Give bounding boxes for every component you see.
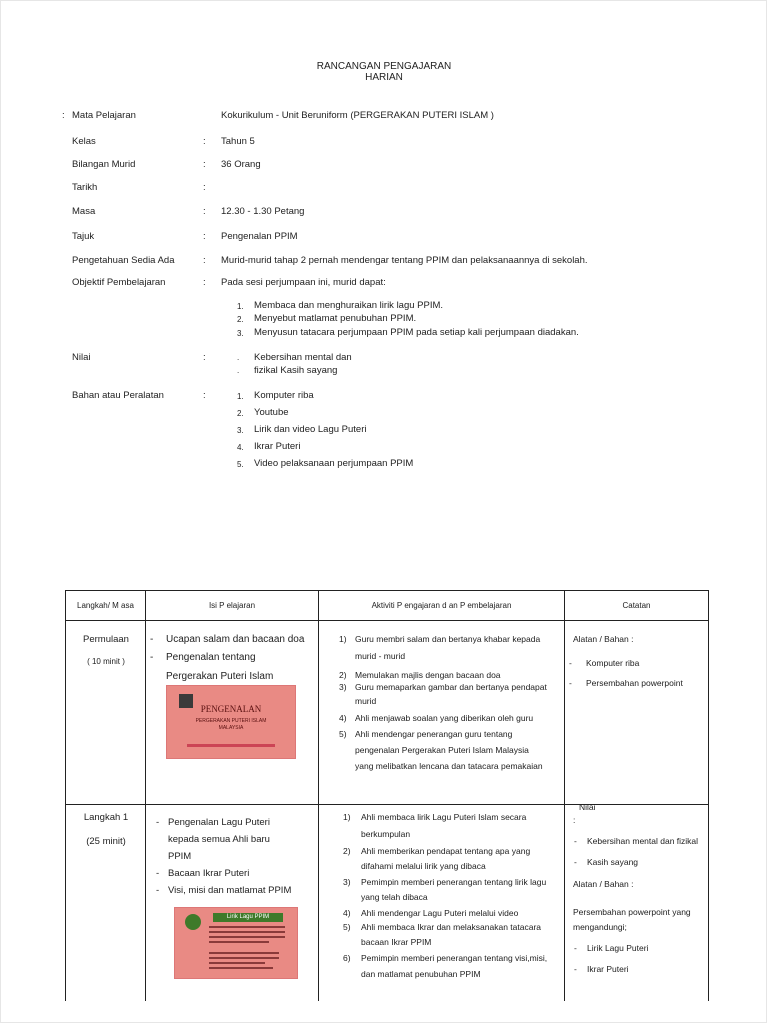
row2-content-1b: kepada semua Ahli baru <box>168 834 270 845</box>
row1-activity-3: Guru memaparkan gambar dan bertanya pendapat <box>355 682 547 692</box>
slide-title: PENGENALAN <box>200 704 262 714</box>
topic-label: Tajuk <box>72 231 95 242</box>
subject-colon: : <box>62 110 65 121</box>
objective-num-1: 1. <box>237 302 244 311</box>
doc-title-line2: HARIAN <box>365 72 403 83</box>
materials-num-4: 4. <box>237 443 244 452</box>
row2-nilai-heading: Nilai <box>579 802 596 812</box>
materials-num-3: 3. <box>237 426 244 435</box>
values-item-2: fizikal Kasih sayang <box>254 365 338 376</box>
doc-title-line1: RANCANGAN PENGAJARAN <box>316 61 452 72</box>
values-label: Nilai <box>72 352 91 363</box>
table-row: Langkah 1 (25 minit) - Pengenalan Lagu Puteri kepada semua Ahli baru PPIM - Bacaan Ikrar Puteri - Visi, misi dan matlamat PPIM Lirik Lagu PPIM 1) Ahli membaca lirik Lagu Puteri Islam secara berkumpulan 2) Ahli memberikan pendapat tentang apa yang difahami melalui lirik yang dibaca 3) Pemimpin memberi penerangan tentang lirik lagu yang telah dibaca 4) Ahli mendengar Lagu Puteri melalui video 5) Ahli membaca Ikrar dan melaksanakan tatacara bacaan Ikrar PPIM 6) Pemimpin memberi penerangan tentang visi,misi, dan matlamat penubuhan PPIM Nilai : - Kebersihan mental dan fizikal - Kasih sayang Alatan / Bahan : Persembahan powerpoint yang mengandungi; - Lirik Lagu Puteri - Ikrar Puteri <box>66 805 709 1002</box>
slide-subtitle-2: MALAYSIA <box>218 725 244 731</box>
objective-item-2: Menyebut matlamat penubuhan PPIM. <box>254 313 417 324</box>
prior-value: Murid-murid tahap 2 pernah mendengar tentang PPIM dan pelaksanaannya di sekolah. <box>221 255 588 266</box>
header-activities: Aktiviti P engajaran d an P embelajaran <box>319 591 565 621</box>
values-bullet-1: . <box>237 353 240 362</box>
objective-label: Objektif Pembelajaran <box>72 277 166 288</box>
row2-note-2: Ikrar Puteri <box>587 964 629 974</box>
topic-colon: : <box>203 231 206 242</box>
row1-time: ( 10 minit ) <box>87 657 125 666</box>
date-colon: : <box>203 182 206 193</box>
subject-label: Mata Pelajaran <box>72 110 136 121</box>
row2-notes-intro: Persembahan powerpoint yang <box>573 907 691 917</box>
materials-item-3: Lirik dan video Lagu Puteri <box>254 424 367 435</box>
row1-notes-heading: Alatan / Bahan : <box>573 634 634 644</box>
materials-item-5: Video pelaksanaan perjumpaan PPIM <box>254 458 414 469</box>
slide-image-pengenalan <box>166 685 296 759</box>
materials-num-2: 2. <box>237 409 244 418</box>
objective-colon: : <box>203 277 206 288</box>
slide-subtitle: PERGERAKAN PUTERI ISLAM <box>195 718 267 724</box>
row2-activity-2: Ahli memberikan pendapat tentang apa yang <box>361 846 531 856</box>
row1-activity-5b: pengenalan Pergerakan Puteri Islam Malaysia <box>355 745 529 755</box>
row1-note-1: Komputer riba <box>586 658 640 668</box>
slide-footer-line <box>187 744 275 747</box>
materials-colon: : <box>203 390 206 401</box>
subject-value: Kokurikulum - Unit Beruniform (PERGERAKAN PUTERI ISLAM ) <box>221 110 494 121</box>
row1-activity-2: Memulakan majlis dengan bacaan doa <box>355 670 501 680</box>
time-label: Masa <box>72 206 96 217</box>
class-value: Tahun 5 <box>221 136 255 147</box>
lesson-plan-table <box>65 590 709 1001</box>
time-value: 12.30 - 1.30 Petang <box>221 206 305 217</box>
row2-activity-1: Ahli membaca lirik Lagu Puteri Islam secara <box>361 812 527 822</box>
row1-activity-5: Ahli mendengar penerangan guru tentang <box>355 729 513 739</box>
row1-activity-4: Ahli menjawab soalan yang diberikan oleh guru <box>355 713 534 723</box>
materials-num-1: 1. <box>237 392 244 401</box>
row1-activity-1: Guru membri salam dan bertanya khabar kepada <box>355 634 541 644</box>
header-step-time: Langkah/ M asa <box>66 591 146 621</box>
row1-activity-1b: murid - murid <box>355 651 406 661</box>
row2-time: (25 minit) <box>86 836 126 847</box>
row2-activity-5b: bacaan Ikrar PPIM <box>361 937 432 947</box>
class-colon: : <box>203 136 206 147</box>
row2-activity-2b: difahami melalui lirik yang dibaca <box>361 861 486 871</box>
row2-content-3: Visi, misi dan matlamat PPIM <box>168 885 292 896</box>
table-header-row <box>66 591 709 621</box>
row1-activity-5c: yang melibatkan lencana dan tatacara pemakaian <box>355 761 543 771</box>
row2-nilai-2: Kasih sayang <box>587 857 639 867</box>
objective-item-3: Menyusun tatacara perjumpaan PPIM pada setiap kali perjumpaan diadakan. <box>254 327 579 338</box>
logo-icon <box>185 914 201 930</box>
row2-notes-heading: Alatan / Bahan : <box>573 879 634 889</box>
row2-activity-4: Ahli mendengar Lagu Puteri melalui video <box>361 908 519 918</box>
materials-item-2: Youtube <box>254 407 289 418</box>
students-colon: : <box>203 159 206 170</box>
students-value: 36 Orang <box>221 159 261 170</box>
topic-value: Pengenalan PPIM <box>221 231 298 242</box>
row1-activity-3b: murid <box>355 696 377 706</box>
row2-nilai-1: Kebersihan mental dan fizikal <box>587 836 699 846</box>
row2-note-1: Lirik Lagu Puteri <box>587 943 649 953</box>
header-content: Isi P elajaran <box>146 591 319 621</box>
time-colon: : <box>203 206 206 217</box>
objective-item-1: Membaca dan menghuraikan lirik lagu PPIM. <box>254 300 444 311</box>
values-bullet-2: . <box>237 366 240 375</box>
row2-activity-3: Pemimpin memberi penerangan tentang lirik lagu <box>361 877 547 887</box>
materials-item-4: Ikrar Puteri <box>254 441 301 452</box>
slide-image-lirik <box>174 907 298 979</box>
row2-content-1c: PPIM <box>168 851 192 862</box>
materials-num-5: 5. <box>237 460 244 469</box>
table-row: Permulaan ( 10 minit ) - Ucapan salam dan bacaan doa - Pengenalan tentang Pergerakan Puteri Islam PENGENALAN PERGERAKAN PUTERI ISLAM MALAYSIA 1) Guru membri salam dan bertanya khabar kepada murid - murid 2) Memulakan majlis dengan bacaan doa 3) Guru memaparkan gambar dan bertanya pendapat murid 4) Ahli menjawab soalan yang diberikan oleh guru 5) Ahli mendengar penerangan guru tentang pengenalan Pergerakan Puteri Islam Malaysia yang melibatkan lencana dan tatacara pemakaian Alatan / Bahan : - Komputer riba - Persembahan powerpoint <box>66 621 709 805</box>
row1-step: Permulaan <box>83 634 129 645</box>
row2-activity-3b: yang telah dibaca <box>361 892 428 902</box>
values-item-1: Kebersihan mental dan <box>254 352 352 363</box>
students-label: Bilangan Murid <box>72 159 136 170</box>
objective-num-2: 2. <box>237 315 244 324</box>
row2-activity-6: Pemimpin memberi penerangan tentang visi,misi, <box>361 953 548 963</box>
row2-activity-5: Ahli membaca Ikrar dan melaksanakan tatacara <box>361 922 542 932</box>
prior-colon: : <box>203 255 206 266</box>
date-label: Tarikh <box>72 182 98 193</box>
row2-activity-6b: dan matlamat penubuhan PPIM <box>361 969 481 979</box>
values-colon: : <box>203 352 206 363</box>
class-label: Kelas <box>72 136 96 147</box>
row2-notes-intro2: mengandungi; <box>573 922 627 932</box>
slide-title: Lirik Lagu PPIM <box>213 913 283 922</box>
row1-content-2: Pengenalan tentang <box>166 652 256 663</box>
header-notes: Catatan <box>565 591 709 621</box>
prior-label: Pengetahuan Sedia Ada <box>72 255 175 266</box>
row2-content-1: Pengenalan Lagu Puteri <box>168 817 270 828</box>
row1-content-3: Pergerakan Puteri Islam <box>166 671 274 682</box>
row1-content-1: Ucapan salam dan bacaan doa <box>166 634 305 645</box>
materials-label: Bahan atau Peralatan <box>72 390 164 401</box>
row2-content-2: Bacaan Ikrar Puteri <box>168 868 250 879</box>
row2-step: Langkah 1 <box>83 812 129 823</box>
objective-num-3: 3. <box>237 329 244 338</box>
materials-item-1: Komputer riba <box>254 390 314 401</box>
row1-note-2: Persembahan powerpoint <box>586 678 683 688</box>
objective-intro: Pada sesi perjumpaan ini, murid dapat: <box>221 277 386 288</box>
row2-activity-1b: berkumpulan <box>361 829 411 839</box>
